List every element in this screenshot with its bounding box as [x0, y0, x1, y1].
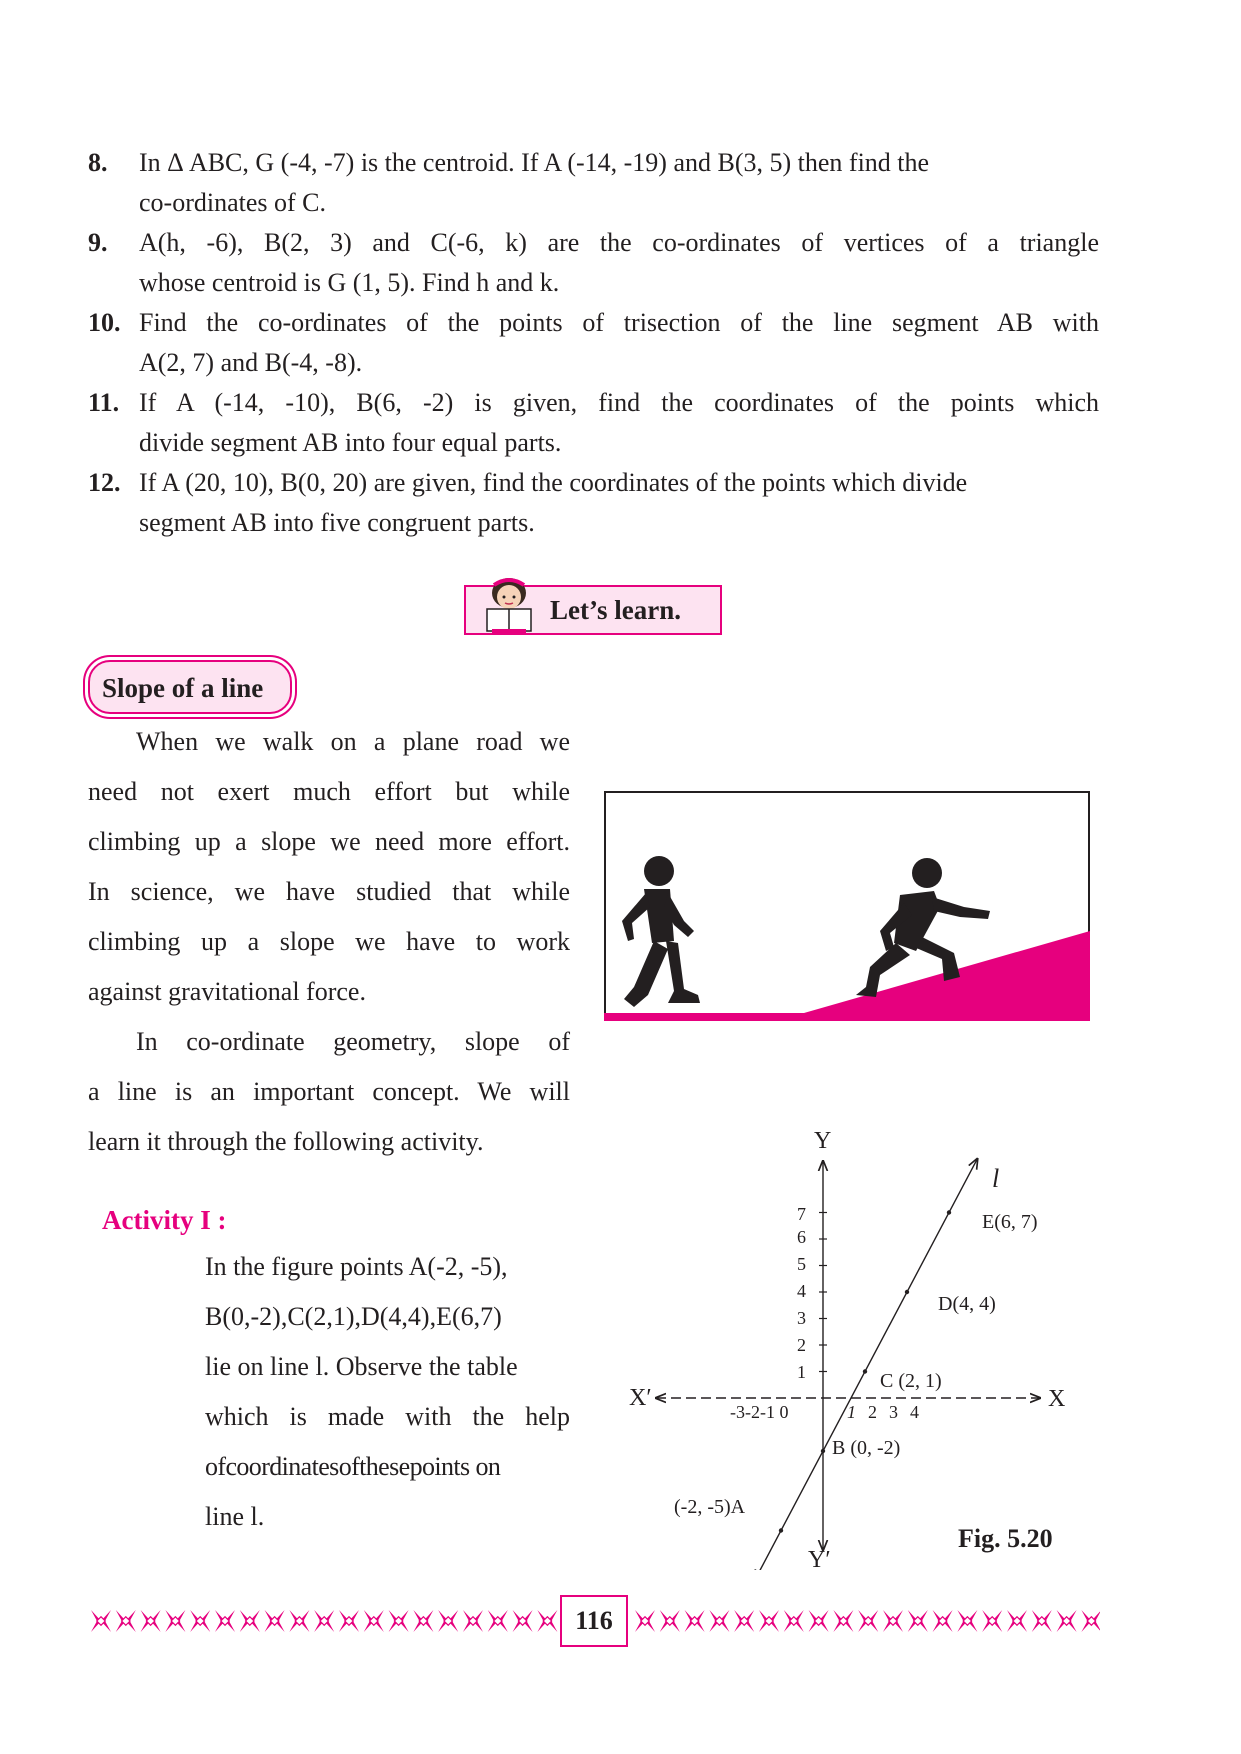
- ornament-motif: [1007, 1610, 1027, 1632]
- ornament-motif: [314, 1610, 334, 1632]
- question-text-line: segment AB into five congruent parts.: [139, 508, 535, 537]
- paragraph-line: a line is an important concept. We will: [88, 1077, 570, 1106]
- x-tick-label: 1: [847, 1402, 856, 1422]
- question-text-line: whose centroid is G (1, 5). Find h and k.: [139, 268, 560, 297]
- question-text-line: A(h, -6), B(2, 3) and C(-6, k) are the co-ordinates of vertices of a triangle: [139, 228, 1099, 257]
- activity-line: which is made with the help: [205, 1402, 570, 1431]
- x-tick-labels-negative: -3-2-1 0: [730, 1402, 789, 1422]
- question-text-line: A(2, 7) and B(-4, -8).: [139, 348, 363, 377]
- ornament-motif: [957, 1610, 977, 1632]
- ornament-motif: [240, 1610, 260, 1632]
- ornament-motif: [364, 1610, 384, 1632]
- x-neg-axis-label: X′: [629, 1385, 652, 1411]
- question-text-line: divide segment AB into four equal parts.: [139, 428, 562, 457]
- paragraph-line: In co-ordinate geometry, slope of: [136, 1027, 570, 1056]
- ornament-motif: [858, 1610, 878, 1632]
- activity-line: In the figure points A(-2, -5),: [205, 1252, 508, 1281]
- ornament-motif: [660, 1610, 680, 1632]
- question-text-line: In Δ ABC, G (-4, -7) is the centroid. If A (-14, -19) and B(3, 5) then find the: [139, 148, 930, 177]
- point-label-b: B (0, -2): [832, 1437, 901, 1459]
- section-title: [88, 660, 292, 714]
- ornament-motif: [289, 1610, 309, 1632]
- ornament-motif: [488, 1610, 508, 1632]
- paragraph-line: need not exert much effort but while: [88, 777, 570, 806]
- data-point: [863, 1369, 867, 1373]
- footer-ornament-left: [88, 1607, 558, 1635]
- ornament-motif: [982, 1610, 1002, 1632]
- paragraph-line: climbing up a slope we have to work: [88, 927, 570, 956]
- y-tick-label: 4: [797, 1281, 806, 1301]
- paragraph-line: learn it through the following activity.: [88, 1127, 484, 1156]
- activity-line: B(0,-2),C(2,1),D(4,4),E(6,7): [205, 1302, 502, 1331]
- ornament-motif: [1081, 1610, 1100, 1632]
- y-tick-label: 1: [797, 1362, 806, 1382]
- activity-heading: Activity I :: [102, 1205, 227, 1235]
- ornament-motif: [759, 1610, 779, 1632]
- lets-learn-label: Let’s learn.: [550, 595, 681, 625]
- question-number: 8.: [88, 148, 108, 177]
- data-point: [947, 1210, 951, 1214]
- activity-line: line l.: [205, 1502, 265, 1531]
- y-tick-label: 2: [797, 1335, 806, 1355]
- ornament-motif: [165, 1610, 185, 1632]
- question-number: 10.: [88, 308, 121, 337]
- point-label-a: (-2, -5)A: [674, 1496, 746, 1518]
- walking-slope-illustration: [604, 791, 1090, 1021]
- ornament-motif: [809, 1610, 829, 1632]
- ornament-motif: [438, 1610, 458, 1632]
- ornament-motif: [1032, 1610, 1052, 1632]
- data-point: [779, 1528, 783, 1532]
- question-text-line: If A (-14, -10), B(6, -2) is given, find the coordinates of the points which: [139, 388, 1099, 417]
- line-l: [755, 1159, 978, 1570]
- data-point: [821, 1449, 825, 1453]
- x-axis-label: X: [1048, 1386, 1066, 1412]
- ornament-motif: [908, 1610, 928, 1632]
- point-label-c: C (2, 1): [880, 1370, 942, 1392]
- ornament-motif: [389, 1610, 409, 1632]
- section-title-text: Slope of a line: [102, 673, 264, 703]
- x-tick-label: 3: [889, 1402, 898, 1422]
- y-axis-label: Y: [814, 1128, 832, 1154]
- y-tick-label: 7: [797, 1204, 806, 1224]
- ornament-motif: [513, 1610, 533, 1632]
- ornament-motif: [685, 1610, 705, 1632]
- line-label: l: [992, 1164, 1000, 1193]
- footer-ornament-right: [632, 1607, 1100, 1635]
- ornament-motif: [265, 1610, 285, 1632]
- paragraph-line: against gravitational force.: [88, 977, 366, 1006]
- paragraph-line: climbing up a slope we need more effort.: [88, 827, 570, 856]
- ornament-motif: [339, 1610, 359, 1632]
- ornament-motif: [709, 1610, 729, 1632]
- ornament-motif: [933, 1610, 953, 1632]
- y-tick-label: 3: [797, 1308, 806, 1328]
- page-number: 116: [560, 1595, 628, 1647]
- lets-learn-banner: [464, 585, 722, 635]
- point-label-e: E(6, 7): [982, 1211, 1038, 1233]
- ornament-motif: [413, 1610, 433, 1632]
- ornament-motif: [537, 1610, 557, 1632]
- ornament-motif: [141, 1610, 161, 1632]
- x-tick-label: 2: [868, 1402, 877, 1422]
- activity-line: ofcoordinatesofthesepoints on: [205, 1452, 501, 1481]
- question-number: 9.: [88, 228, 108, 257]
- question-text-line: Find the co-ordinates of the points of trisection of the line segment AB with: [139, 308, 1099, 337]
- ornament-motif: [1057, 1610, 1077, 1632]
- y-tick-label: 6: [797, 1227, 806, 1247]
- question-number: 12.: [88, 468, 121, 497]
- paragraph-line: When we walk on a plane road we: [136, 727, 570, 756]
- x-tick-label: 4: [910, 1402, 919, 1422]
- question-text-line: co-ordinates of C.: [139, 188, 327, 217]
- ornament-motif: [91, 1610, 111, 1632]
- ornament-motif: [734, 1610, 754, 1632]
- point-label-d: D(4, 4): [938, 1293, 996, 1315]
- ornament-motif: [883, 1610, 903, 1632]
- ornament-motif: [833, 1610, 853, 1632]
- coordinate-graph: [620, 1125, 1090, 1570]
- y-tick-label: 5: [797, 1254, 806, 1274]
- paragraph-line: In science, we have studied that while: [88, 877, 570, 906]
- data-point: [905, 1290, 909, 1294]
- ornament-motif: [215, 1610, 235, 1632]
- ornament-motif: [784, 1610, 804, 1632]
- ornament-motif: [116, 1610, 136, 1632]
- question-number: 11.: [88, 388, 120, 417]
- ornament-motif: [463, 1610, 483, 1632]
- y-neg-axis-label: Y′: [808, 1547, 831, 1570]
- figure-caption: Fig. 5.20: [958, 1524, 1053, 1553]
- activity-line: lie on line l. Observe the table: [205, 1352, 518, 1381]
- ornament-motif: [190, 1610, 210, 1632]
- girl-reading-icon: [478, 573, 540, 635]
- ornament-motif: [635, 1610, 655, 1632]
- question-text-line: If A (20, 10), B(0, 20) are given, find the coordinates of the points which divide: [139, 468, 968, 497]
